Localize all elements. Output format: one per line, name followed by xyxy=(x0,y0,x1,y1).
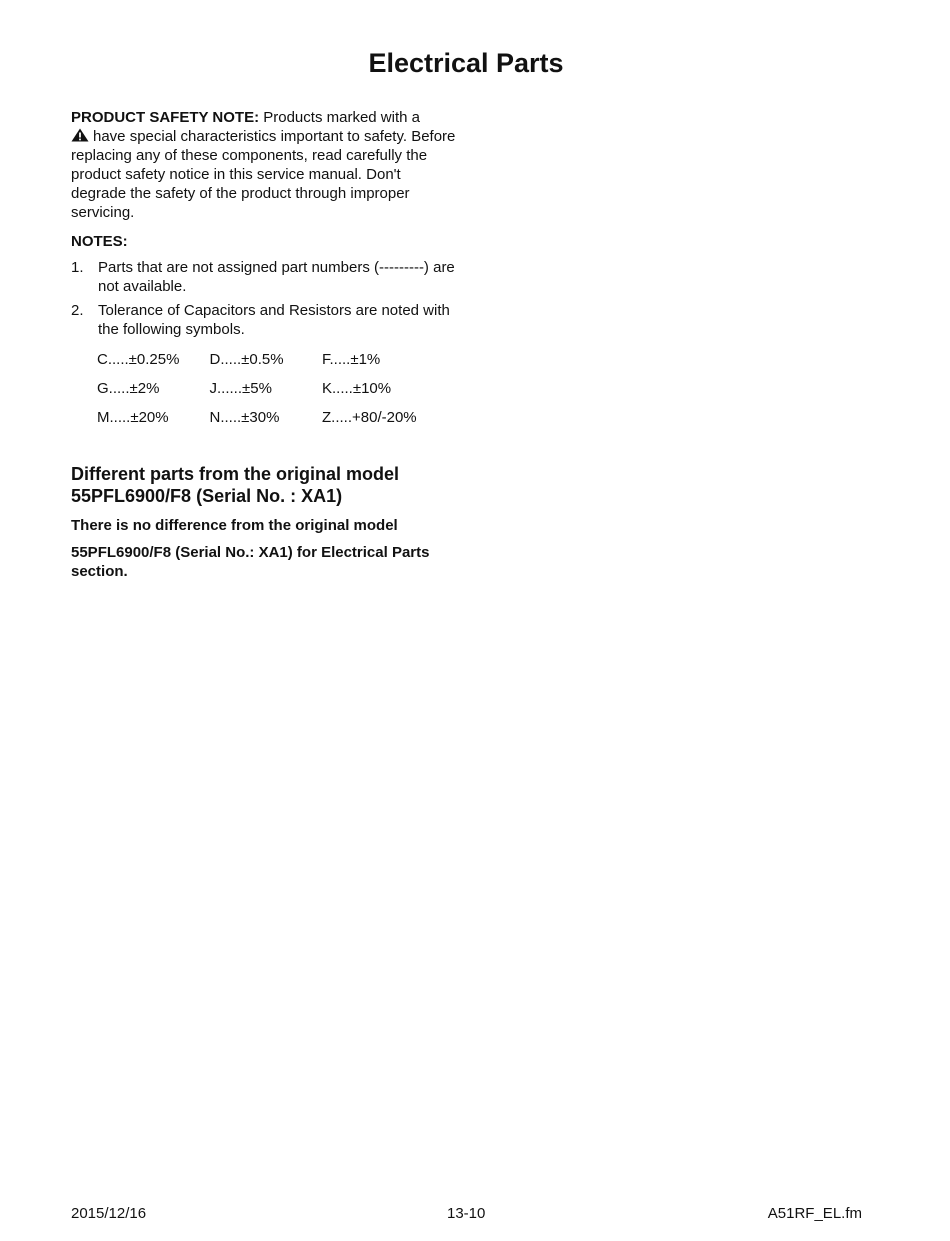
tolerance-cell: Z.....+80/-20% xyxy=(322,409,417,426)
note-text: Tolerance of Capacitors and Resistors are noted with the following symbols. xyxy=(98,302,450,338)
tolerance-cell: D.....±0.5% xyxy=(209,351,284,368)
footer-filename: A51RF_EL.fm xyxy=(767,1205,862,1222)
tolerance-row xyxy=(97,408,457,437)
page-title: Electrical Parts xyxy=(368,48,564,78)
tolerance-row xyxy=(97,379,457,408)
footer-date: 2015/12/16 xyxy=(71,1205,147,1222)
tolerance-cell: M.....±20% xyxy=(97,409,169,426)
product-safety-note xyxy=(71,108,456,222)
note-text: Parts that are not assigned part numbers (---------) are not available. xyxy=(98,259,455,295)
body-paragraph: There is no difference from the original model xyxy=(71,517,398,534)
tolerance-cell: F.....±1% xyxy=(322,351,381,368)
tolerance-cell: K.....±10% xyxy=(322,380,392,397)
safety-note-text-start: Products marked with a xyxy=(259,109,420,126)
warning-triangle-icon xyxy=(71,128,89,142)
footer-page-number: 13-10 xyxy=(447,1205,486,1222)
tolerance-cell: C.....±0.25% xyxy=(97,351,180,368)
notes-title: NOTES: xyxy=(71,233,128,250)
tolerance-row xyxy=(97,350,457,379)
safety-note-label: PRODUCT SAFETY NOTE: xyxy=(71,109,260,126)
body-paragraph: 55PFL6900/F8 (Serial No.: XA1) for Electrical Parts section. xyxy=(71,544,430,580)
heading-line: 55PFL6900/F8 (Serial No. : XA1) xyxy=(71,486,343,506)
tolerance-symbol-table xyxy=(97,350,457,437)
heading-line: Different parts from the original model xyxy=(71,464,400,484)
note-item xyxy=(71,301,456,339)
note-item xyxy=(71,258,456,296)
safety-note-text-rest: have special characteristics important to safety. Before replacing any of these components, read carefully the product safety notice in this service manual. Don't degrade the safety of the product through improper servicing. xyxy=(71,128,456,221)
tolerance-cell: J......±5% xyxy=(209,380,272,397)
tolerance-cell: N.....±30% xyxy=(209,409,280,426)
notes-section xyxy=(71,232,456,344)
tolerance-cell: G.....±2% xyxy=(97,380,160,397)
different-parts-body xyxy=(71,516,461,589)
different-parts-heading xyxy=(71,463,456,507)
note-number: 2. xyxy=(71,302,84,319)
note-number: 1. xyxy=(71,259,84,276)
